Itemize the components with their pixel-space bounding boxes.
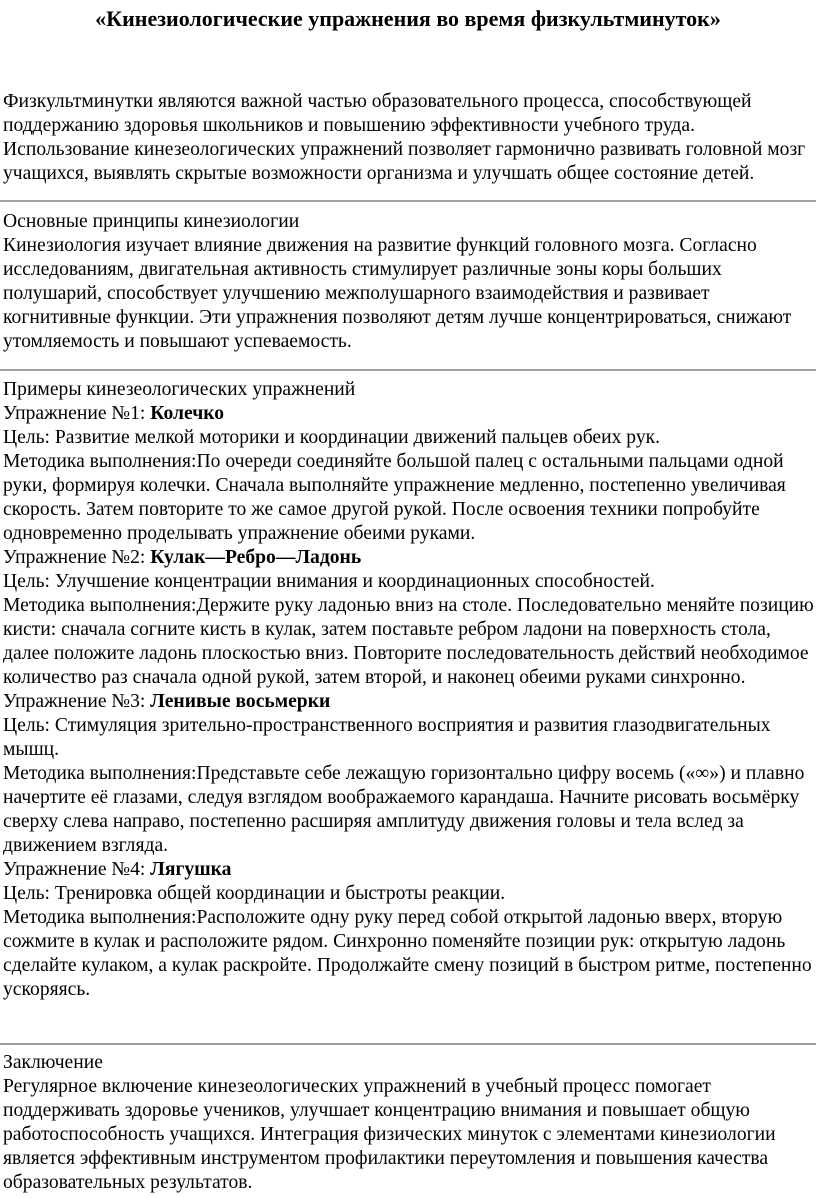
exercise-title xyxy=(3,402,815,426)
exercise-title xyxy=(3,690,815,714)
examples-heading: Примеры кинезеологических упражнений xyxy=(3,379,356,400)
exercise-4 xyxy=(3,858,815,1002)
exercise-method: Методика выполнения:Представьте себе лежащую горизонтально цифру восемь («∞») и плавно начертите её глазами, следуя взглядом воображаемого карандаша. Начните рисовать восьмёрку сверху слева направо, постепенно расширяя амплитуду движения головы и тела вслед за движением взгляда. xyxy=(3,763,805,856)
exercise-goal: Цель: Улучшение концентрации внимания и координационных способностей. xyxy=(3,571,655,592)
exercise-name: Кулак—Ребро—Ладонь xyxy=(150,547,362,568)
exercise-2 xyxy=(3,546,815,690)
principles-paragraph: Кинезиология изучает влияние движения на развитие функций головного мозга. Согласно исследованиям, двигательная активность стимулирует различные зоны коры больших полушарий, способствует улучшению межполушарного взаимодействия и развивает когнитивные функции. Эти упражнения позволяют детям лучше концентрироваться, снижают утомляемость и повышают успеваемость. xyxy=(3,235,792,352)
section-divider xyxy=(0,369,816,371)
conclusion-section xyxy=(3,1051,815,1195)
conclusion-heading: Заключение xyxy=(3,1052,103,1073)
exercise-name: Лягушка xyxy=(150,859,232,880)
exercise-prefix: Упражнение №1: xyxy=(3,403,151,424)
exercise-prefix: Упражнение №2: xyxy=(3,547,151,568)
exercise-prefix: Упражнение №3: xyxy=(3,691,151,712)
intro-section xyxy=(3,90,815,186)
exercise-1 xyxy=(3,402,815,546)
section-divider xyxy=(0,1043,816,1045)
exercise-goal: Цель: Стимуляция зрительно-пространственного восприятия и развития глазодвигательных мышц. xyxy=(3,715,771,760)
exercise-name: Колечко xyxy=(150,403,225,424)
exercise-method: Методика выполнения:Расположите одну руку перед собой открытой ладонью вверх, вторую сожмите в кулак и расположите рядом. Синхронно поменяйте позиции рук: открытую ладонь сделайте кулаком, а кулак раскройте. Продолжайте смену позиций в быстром ритме, постепенно ускоряясь. xyxy=(3,907,812,1000)
document-title: «Кинезиологические упражнения во время физкультминуток» xyxy=(95,6,721,31)
conclusion-paragraph: Регулярное включение кинезеологических упражнений в учебный процесс помогает поддерживать здоровье учеников, улучшает концентрацию внимания и повышает общую работоспособность учащихся. Интеграция физических минуток с элементами кинезиологии является эффективным инструментом профилактики переутомления и повышения качества образовательных результатов. xyxy=(3,1076,776,1193)
exercise-goal: Цель: Тренировка общей координации и быстроты реакции. xyxy=(3,883,506,904)
examples-section xyxy=(3,378,815,1002)
exercise-title xyxy=(3,858,815,882)
exercise-3 xyxy=(3,690,815,858)
intro-paragraph: Физкультминутки являются важной частью образовательного процесса, способствующей поддержанию здоровья школьников и повышению эффективности учебного труда. Использование кинезеологических упражнений позволяет гармонично развивать головной мозг учащихся, выявлять скрытые возможности организма и улучшать общее состояние детей. xyxy=(3,91,806,184)
exercise-goal: Цель: Развитие мелкой моторики и координации движений пальцев обеих рук. xyxy=(3,427,661,448)
exercise-method: Методика выполнения:Держите руку ладонью вниз на столе. Последовательно меняйте позицию кисти: сначала согните кисть в кулак, затем поставьте ребром ладони на поверхность стола, далее положите ладонь плоскостью вниз. Повторите последовательность действий необходимое количество раз сначала одной рукой, затем второй, и наконец обеими руками синхронно. xyxy=(3,595,814,688)
exercise-prefix: Упражнение №4: xyxy=(3,859,151,880)
principles-section xyxy=(3,210,815,354)
section-divider xyxy=(0,200,816,202)
exercise-title xyxy=(3,546,815,570)
principles-heading: Основные принципы кинезиологии xyxy=(3,211,300,232)
exercise-name: Ленивые восьмерки xyxy=(150,691,331,712)
exercise-method: Методика выполнения:По очереди соединяйте большой палец с остальными пальцами одной руки, формируя колечки. Сначала выполняйте упражнение медленно, постепенно увеличивая скорость. Затем повторите то же самое другой рукой. После освоения техники попробуйте одновременно проделывать упражнение обеими руками. xyxy=(3,451,786,544)
